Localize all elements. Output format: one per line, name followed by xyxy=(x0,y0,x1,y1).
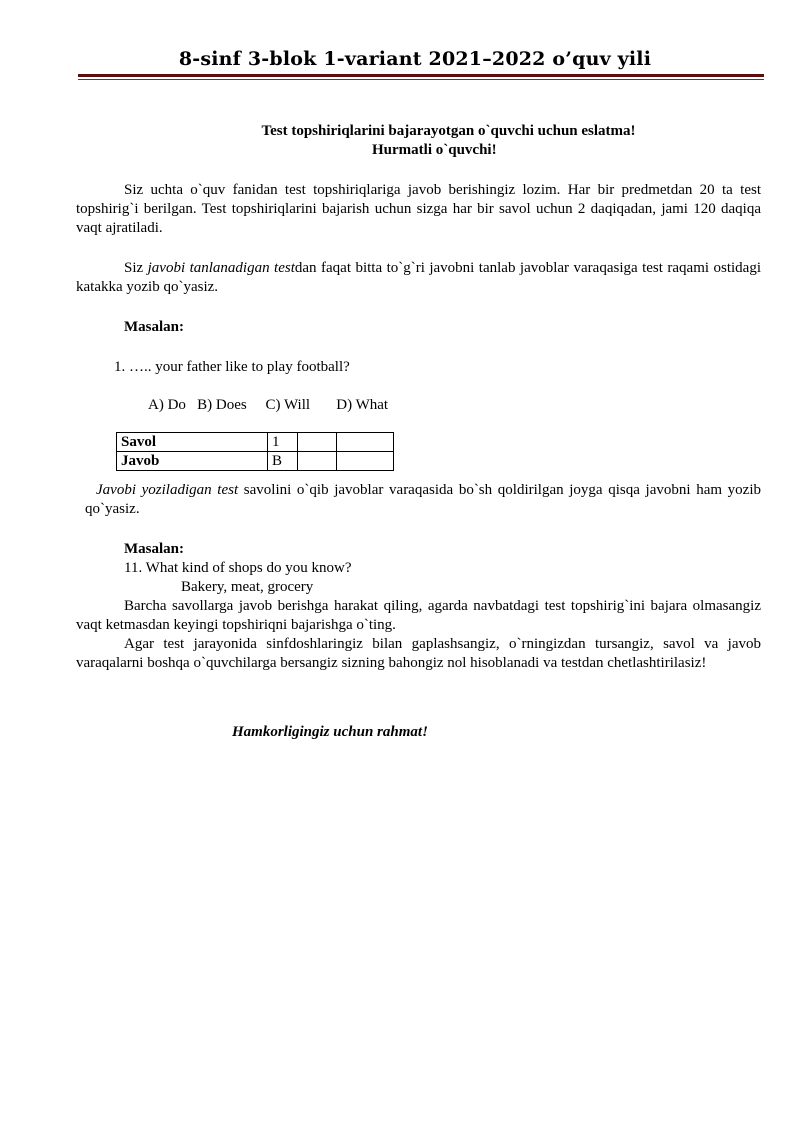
instruction-paragraph-5: Agar test jarayonida sinfdoshlaringiz bilan gaplashsangiz, o`rningizdan tursangiz, savol va javob varaqalarni boshqa o`quvchilarga bersangiz sizning bahongiz nol hisoblanadi va testdan chetlashtirilasiz! xyxy=(76,636,761,671)
para3-italic: Javobi yoziladigan test xyxy=(96,482,239,498)
table-cell xyxy=(298,433,337,452)
table-cell: Savol xyxy=(117,433,268,452)
option-b: B) Does xyxy=(197,397,247,413)
page-header-title: 8-sinf 3-blok 1-variant 2021–2022 o’quv yili xyxy=(178,48,652,70)
table-cell: 1 xyxy=(268,433,298,452)
option-c: C) Will xyxy=(265,397,311,413)
table-cell xyxy=(337,452,394,471)
instruction-paragraph-4: Barcha savollarga javob berishga harakat qiling, agarda navbatdagi test topshirig`ini bajara olmasangiz vaqt ketmasdan keyingi topshiriqni bajarishga o`ting. xyxy=(76,598,761,633)
example-label: Masalan: xyxy=(124,319,184,335)
greeting-heading: Hurmatli o`quvchi! xyxy=(372,142,497,158)
notice-heading: Test topshiriqlarini bajarayotgan o`quvchi uchun eslatma! xyxy=(261,123,636,139)
table-row xyxy=(117,433,394,452)
instruction-paragraph-2 xyxy=(76,259,761,297)
answer-table xyxy=(116,432,394,471)
example2-question: 11. What kind of shops do you know? xyxy=(124,560,352,576)
table-cell: Javob xyxy=(117,452,268,471)
example2-label: Masalan: xyxy=(124,541,184,557)
table-row xyxy=(117,452,394,471)
example-options xyxy=(148,396,761,415)
para2-prefix: Siz xyxy=(124,260,148,276)
example2-answer: Bakery, meat, grocery xyxy=(181,579,314,595)
header-rule-thin xyxy=(78,79,764,80)
option-d: D) What xyxy=(336,397,389,413)
para2-italic: javobi tanlanadigan test xyxy=(147,260,295,276)
para2-suffix: dan faqat bitta to`g`ri javobni tanlab javoblar varaqasiga test raqami ostidagi katakka yozib qo`yasiz. xyxy=(76,260,762,295)
option-a: A) Do xyxy=(148,397,186,413)
table-cell xyxy=(337,433,394,452)
table-cell: B xyxy=(268,452,298,471)
table-cell xyxy=(298,452,337,471)
thanks-note: Hamkorligingiz uchun rahmat! xyxy=(232,724,428,740)
instruction-paragraph-1: Siz uchta o`quv fanidan test topshiriqlariga javob berishingiz lozim. Har bir predmetdan 20 ta test topshirig`i berilgan. Test topshiriqlarini bajarish uchun sizga har bir savol uchun 2 daqiqadan, jami 120 daqiqa vaqt ajratiladi. xyxy=(76,182,761,236)
notice-body xyxy=(76,122,761,742)
instruction-paragraph-3 xyxy=(76,481,761,519)
example-question: 1. ….. your father like to play football? xyxy=(114,359,350,375)
para3-suffix: savolini o`qib javoblar varaqasida bo`sh qoldirilgan joyga qisqa javobni ham yozib qo`yasiz. xyxy=(85,482,762,517)
header-rule-thick xyxy=(78,74,764,77)
